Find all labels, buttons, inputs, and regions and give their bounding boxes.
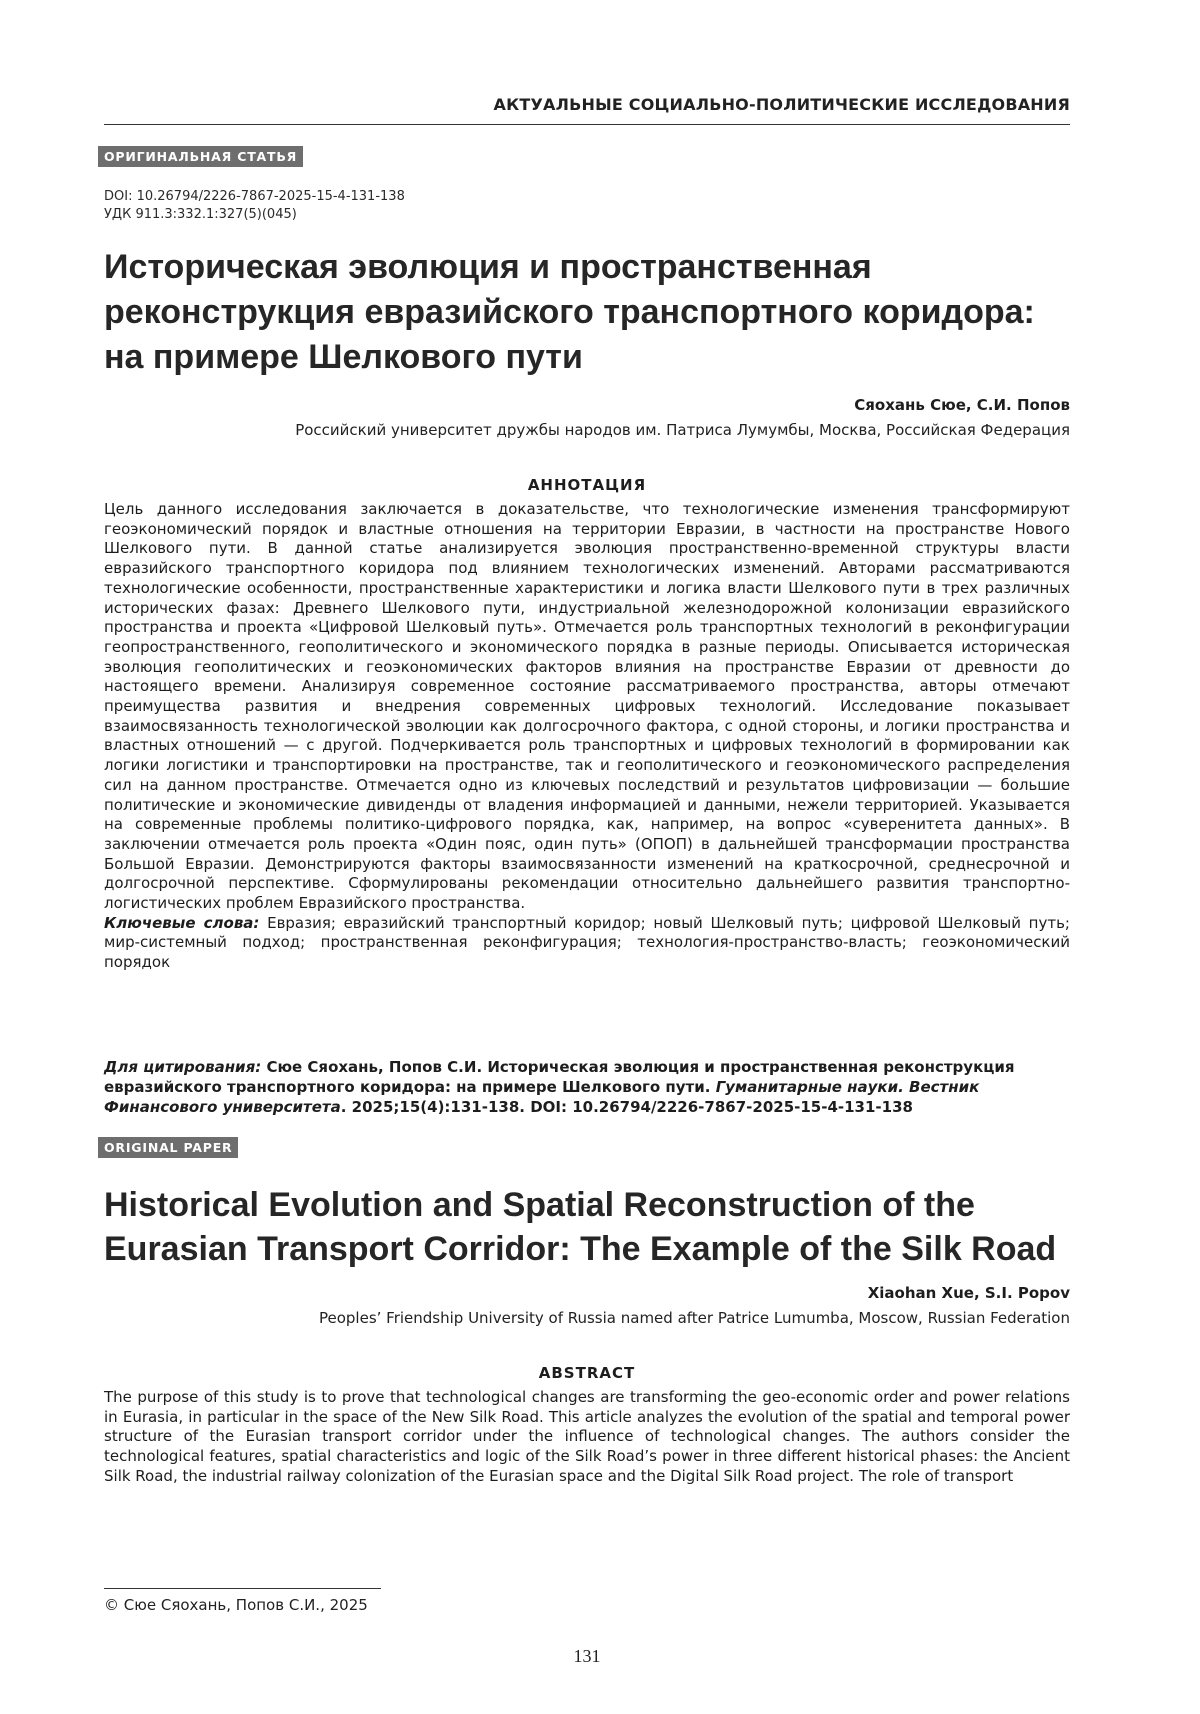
keywords-label: Ключевые слова: bbox=[104, 914, 259, 932]
authors-en: Xiaohan Xue, S.I. Popov bbox=[868, 1284, 1070, 1302]
page-title-en: Historical Evolution and Spatial Reconstruction of the Eurasian Transport Corridor: The Example of the Silk Road bbox=[104, 1183, 1070, 1271]
page-number: 131 bbox=[104, 1646, 1070, 1667]
citation-journal: Гуманитарные науки. Вестник Финансового университета bbox=[104, 1078, 979, 1116]
abstract-text-ru: Цель данного исследования заключается в доказательстве, что технологические изменения трансформируют геоэкономический порядок и властные отношения на территории Евразии, в частности на пространстве Нового Шелкового пути. В данной статье анализируется эволюция пространственно-временной структуры власти евразийского транспортного коридора под влиянием технологических изменений. Авторами рассматриваются технологические особенности, пространственные характеристики и логика власти Шелкового пути в трех различных исторических фазах: Древнего Шелкового пути, индустриальной железнодорожной колонизации евразийского пространства и проекта «Цифровой Шелковый путь». Отмечается роль транспортных технологий в реконфигурации геопространственного, геополитического и экономического порядка в разные периоды. Описывается историческая эволюция геополитических и геоэкономических факторов влияния на пространстве Евразии от древности до настоящего времени. Анализируя современное состояние рассматриваемого пространства, авторы отмечают преимущества развития и внедрения современных цифровых технологий. Исследование показывает взаимосвязанность технологической эволюции как долгосрочного фактора, с одной стороны, и логики пространства и властных отношений — с другой. Подчеркивается роль транспортных и цифровых технологий в формировании как логики логистики и транспортировки на пространстве, так и геополитического и геоэкономического распределения сил на данном пространстве. Отмечается одно из ключевых последствий и результатов цифровизации — большие политические и экономические дивиденды от владения информацией и данными, нежели территорией. Указывается на современные проблемы политико-цифрового порядка, как, например, на вопрос «суверенитета данных». В заключении отмечается роль проекта «Один пояс, один путь» (ОПОП) в дальнейшей трансформации пространства Большой Евразии. Демонстрируются факторы взаимосвязанности изменений на краткосрочной, среднесрочной и долгосрочной перспективе. Сформулированы рекомендации относительно дальнейшего развития транспортно-логистических проблем Евразийского пространства. bbox=[104, 500, 1070, 912]
abstract-heading-ru: АННОТАЦИЯ bbox=[104, 476, 1070, 494]
running-title: АКТУАЛЬНЫЕ СОЦИАЛЬНО-ПОЛИТИЧЕСКИЕ ИССЛЕДОВАНИЯ bbox=[104, 95, 1070, 114]
abstract-heading-en: ABSTRACT bbox=[104, 1364, 1070, 1382]
affiliation-en: Peoples’ Friendship University of Russia named after Patrice Lumumba, Moscow, Russian Federation bbox=[319, 1309, 1070, 1327]
footnote-rule bbox=[104, 1588, 381, 1589]
page bbox=[104, 0, 1070, 1714]
doi: DOI: 10.26794/2226-7867-2025-15-4-131-138 bbox=[104, 189, 405, 204]
header-rule bbox=[104, 124, 1070, 125]
article-type-badge-ru: ОРИГИНАЛЬНАЯ СТАТЬЯ bbox=[98, 146, 303, 167]
affiliation-ru: Российский университет дружбы народов им. Патриса Лумумбы, Москва, Российская Федерация bbox=[295, 421, 1070, 439]
abstract-ru bbox=[104, 500, 1070, 973]
authors-ru: Сяохань Сюе, С.И. Попов bbox=[854, 396, 1070, 414]
udk: УДК 911.3:332.1:327(5)(045) bbox=[104, 207, 297, 222]
citation bbox=[104, 1057, 1070, 1117]
article-type-badge-en: ORIGINAL PAPER bbox=[98, 1137, 238, 1158]
citation-tail: . 2025;15(4):131-138. DOI: 10.26794/2226-7867-2025-15-4-131-138 bbox=[341, 1098, 913, 1116]
abstract-en: The purpose of this study is to prove that technological changes are transforming the geo-economic order and power relations in Eurasia, in particular in the space of the New Silk Road. This article analyzes the evolution of the spatial and temporal power structure of the Eurasian transport corridor under the influence of technological changes. The authors consider the technological features, spatial characteristics and logic of the Silk Road’s power in three different historical phases: the Ancient Silk Road, the industrial railway colonization of the Eurasian space and the Digital Silk Road project. The role of transport bbox=[104, 1388, 1070, 1487]
citation-label: Для цитирования: bbox=[104, 1058, 261, 1076]
keywords: Евразия; евразийский транспортный коридор; новый Шелковый путь; цифровой Шелковый путь; мир-системный подход; пространственная реконфигурация; технология-пространство-власть; геоэкономический порядок bbox=[104, 914, 1070, 971]
copyright: © Сюе Сяохань, Попов С.И., 2025 bbox=[104, 1596, 368, 1614]
page-title-ru: Историческая эволюция и пространственная реконструкция евразийского транспортного коридора: на примере Шелкового пути bbox=[104, 245, 1070, 380]
citation-text: Сюе Сяохань, Попов С.И. Историческая эволюция и пространственная реконструкция евразийского транспортного коридора: на примере Шелкового пути. bbox=[104, 1058, 1015, 1096]
